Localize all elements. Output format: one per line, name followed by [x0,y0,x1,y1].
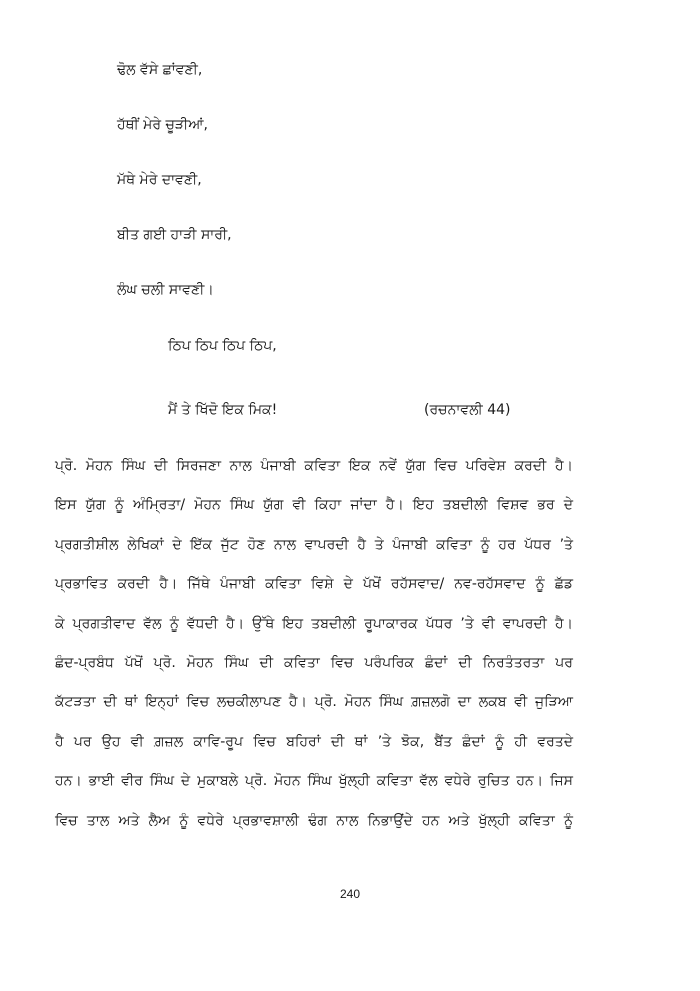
paragraph-line: ਕੱਟੜਤਾ ਦੀ ਥਾਂ ਇਨ੍ਹਾਂ ਵਿਚ ਲਚਕੀਲਾਪਣ ਹੈ। ਪ੍ਰੋ. ਮੋਹਨ ਸਿੰਘ ਗ਼ਜ਼ਲਗੋ ਦਾ ਲਕਬ ਵੀ ਜੁੜਿਆ [55,694,573,711]
verse-line: ਬੀਤ ਗਈ ਹਾੜੀ ਸਾਰੀ, [117,227,232,243]
verse-line: ਲੰਘ ਚਲੀ ਸਾਵਣੀ। [117,282,214,298]
paragraph-line: ਪ੍ਰੋ. ਮੋਹਨ ਸਿੰਘ ਦੀ ਸਿਰਜਣਾ ਨਾਲ ਪੰਜਾਬੀ ਕਵਿਤਾ ਇਕ ਨਵੇਂ ਯੁੱਗ ਵਿਚ ਪਰਿਵੇਸ਼ ਕਰਦੀ ਹੈ। [55,458,573,474]
verse-line-indented: ਠਿਪ ਠਿਪ ਠਿਪ ਠਿਪ, [168,338,277,354]
body-paragraph [55,455,573,849]
paragraph-line: ਛੰਦ-ਪ੍ਰਬੰਧ ਪੱਖੋਂ ਪ੍ਰੋ. ਮੋਹਨ ਸਿੰਘ ਦੀ ਕਵਿਤਾ ਵਿਚ ਪਰੰਪਰਿਕ ਛੰਦਾਂ ਦੀ ਨਿਰਤੰਤਰਤਾ ਪਰ [55,654,573,671]
citation: (ਰਚਨਾਵਲੀ 44) [424,402,511,418]
paragraph-line: ਕੇ ਪ੍ਰਗਤੀਵਾਦ ਵੱਲ ਨੂੰ ਵੱਧਦੀ ਹੈ। ਉੱਥੇ ਇਹ ਤਬਦੀਲੀ ਰੂਪਾਕਾਰਕ ਪੱਧਰ ’ਤੇ ਵੀ ਵਾਪਰਦੀ ਹੈ। [55,615,573,632]
verse-line-indented: ਮੈਂ ਤੇ ਖਿੱਦੋ ਇਕ ਮਿਕ! [168,402,278,418]
paragraph-line: ਇਸ ਯੁੱਗ ਨੂੰ ਅੰਮ੍ਰਿਤਾ/ ਮੋਹਨ ਸਿੰਘ ਯੁੱਗ ਵੀ ਕਿਹਾ ਜਾਂਦਾ ਹੈ। ਇਹ ਤਬਦੀਲੀ ਵਿਸ਼ਵ ਭਰ ਦੇ [55,497,573,514]
paragraph-line: ਵਿਚ ਤਾਲ ਅਤੇ ਲੈਅ ਨੂੰ ਵਧੇਰੇ ਪ੍ਰਭਾਵਸ਼ਾਲੀ ਢੰਗ ਨਾਲ ਨਿਭਾਉਂਦੇ ਹਨ ਅਤੇ ਖੁੱਲ੍ਹੀ ਕਵਿਤਾ ਨੂੰ [55,812,573,829]
paragraph-line: ਹੈ ਪਰ ਉਹ ਵੀ ਗ਼ਜ਼ਲ ਕਾਵਿ-ਰੂਪ ਵਿਚ ਬਹਿਰਾਂ ਦੀ ਥਾਂ ’ਤੇ ਝੋਕ, ਬੈਂਤ ਛੰਦਾਂ ਨੂੰ ਹੀ ਵਰਤਦੇ [55,733,573,750]
page-number: 240 [339,887,361,901]
paragraph-line: ਪ੍ਰਗਤੀਸ਼ੀਲ ਲੇਖਿਕਾਂ ਦੇ ਇੱਕ ਜੁੱਟ ਹੋਣ ਨਾਲ ਵਾਪਰਦੀ ਹੈ ਤੇ ਪੰਜਾਬੀ ਕਵਿਤਾ ਨੂੰ ਹਰ ਪੱਧਰ ’ਤੇ [55,536,573,553]
paragraph-line: ਪ੍ਰਭਾਵਿਤ ਕਰਦੀ ਹੈ। ਜਿੱਥੇ ਪੰਜਾਬੀ ਕਵਿਤਾ ਵਿਸ਼ੇ ਦੇ ਪੱਖੋਂ ਰਹੱਸਵਾਦ/ ਨਵ-ਰਹੱਸਵਾਦ ਨੂੰ ਛੱਡ [55,576,573,593]
verse-line: ਮੱਥੇ ਮੇਰੇ ਦਾਵਣੀ, [117,172,202,188]
verse-line: ਢੋਲ ਵੱਸੇ ਛਾਂਵਣੀ, [117,62,203,78]
verse-line: ਹੱਥੀਂ ਮੇਰੇ ਚੂੜੀਆਂ, [117,117,208,133]
paragraph-line: ਹਨ। ਭਾਈ ਵੀਰ ਸਿੰਘ ਦੇ ਮੁਕਾਬਲੇ ਪ੍ਰੋ. ਮੋਹਨ ਸਿੰਘ ਖੁੱਲ੍ਹੀ ਕਵਿਤਾ ਵੱਲ ਵਧੇਰੇ ਰੁਚਿਤ ਹਨ। ਜਿਸ [55,773,573,790]
